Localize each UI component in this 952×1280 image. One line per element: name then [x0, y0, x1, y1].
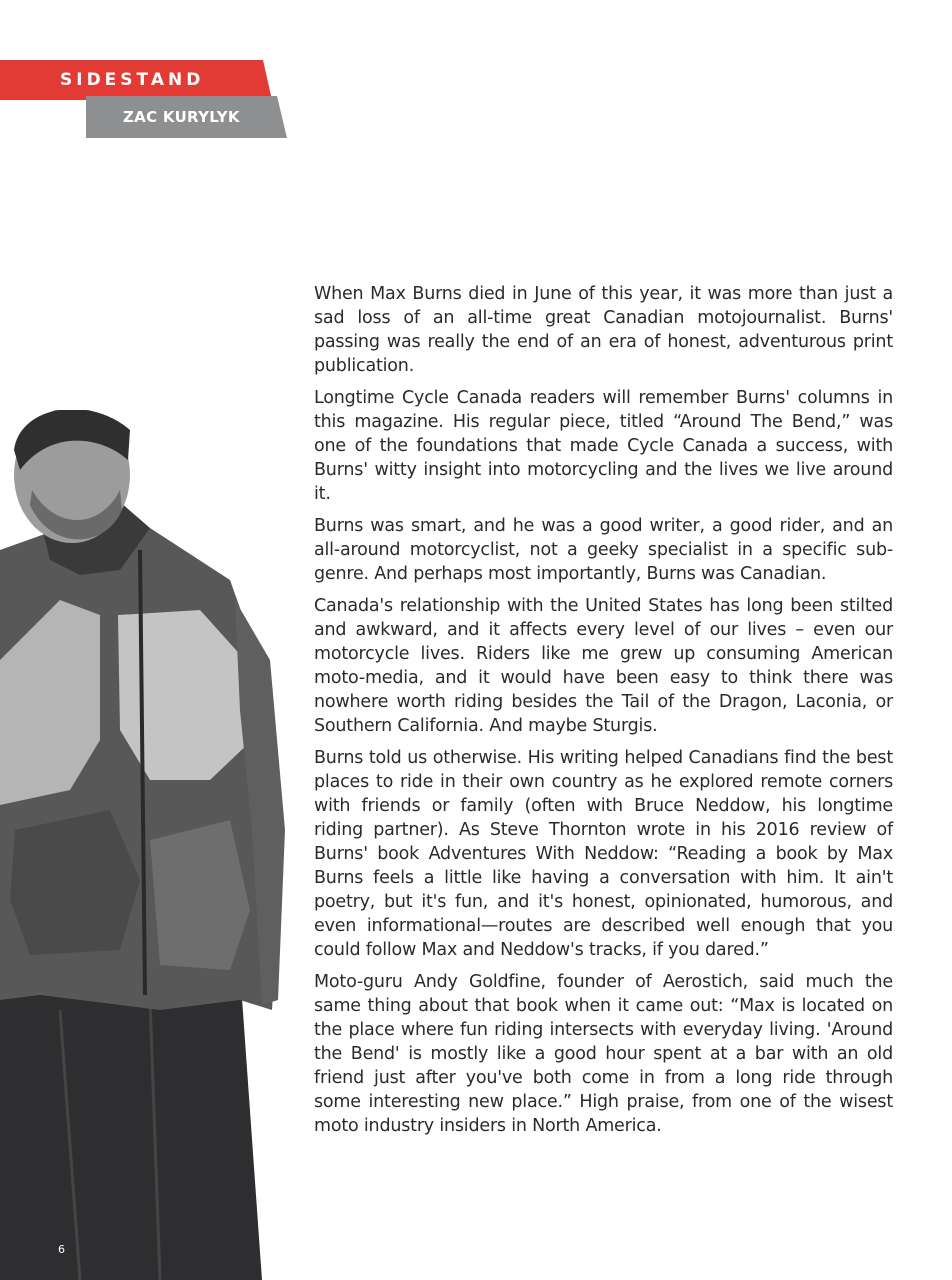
article-body	[314, 282, 893, 1146]
paragraph: Burns told us otherwise. His writing helped Canadians find the best places to ride in their own country as he explored remote corners with friends or family (often with Bruce Neddow, his longtime riding partner). As Steve Thornton wrote in his 2016 review of Burns' book Adventures With Neddow: “Reading a book by Max Burns feels a little like having a conversation with him. It ain't poetry, but it's fun, and it's honest, opinionated, humorous, and even informational—routes are described well enough that you could follow Max and Neddow's tracks, if you dared.”	[314, 748, 893, 960]
author-photo	[0, 410, 300, 1280]
paragraph: When Max Burns died in June of this year, it was more than just a sad loss of an all-time great Canadian motojournalist. Burns' passing was really the end of an era of honest, adventurous print publication.	[314, 284, 893, 376]
author-byline: ZAC KURYLYK	[123, 108, 240, 126]
section-label: SIDESTAND	[60, 70, 205, 90]
paragraph: Canada's relationship with the United States has long been stilted and awkward, and it affects every level of our lives – even our motorcycle lives. Riders like me grew up consuming American moto-media, and it would have been easy to think there was nowhere worth riding besides the Tail of the Dragon, Laconia, or Southern California. And maybe Sturgis.	[314, 596, 893, 736]
paragraph: Moto-guru Andy Goldfine, founder of Aerostich, said much the same thing about that book when it came out: “Max is located on the place where fun riding intersects with everyday living. 'Around the Bend' is mostly like a good hour spent at a bar with an old friend just after you've both come in from a long ride through some interesting new place.” High praise, from one of the wisest moto industry insiders in North America.	[314, 972, 893, 1136]
page-number: 6	[58, 1243, 65, 1256]
paragraph: Longtime Cycle Canada readers will remember Burns' columns in this magazine. His regular piece, titled “Around The Bend,” was one of the foundations that made Cycle Canada a success, with Burns' witty insight into motorcycling and the lives we live around it.	[314, 388, 893, 504]
paragraph: Burns was smart, and he was a good writer, a good rider, and an all-around motorcyclist, not a geeky specialist in a specific sub-genre. And perhaps most importantly, Burns was Canadian.	[314, 516, 893, 584]
